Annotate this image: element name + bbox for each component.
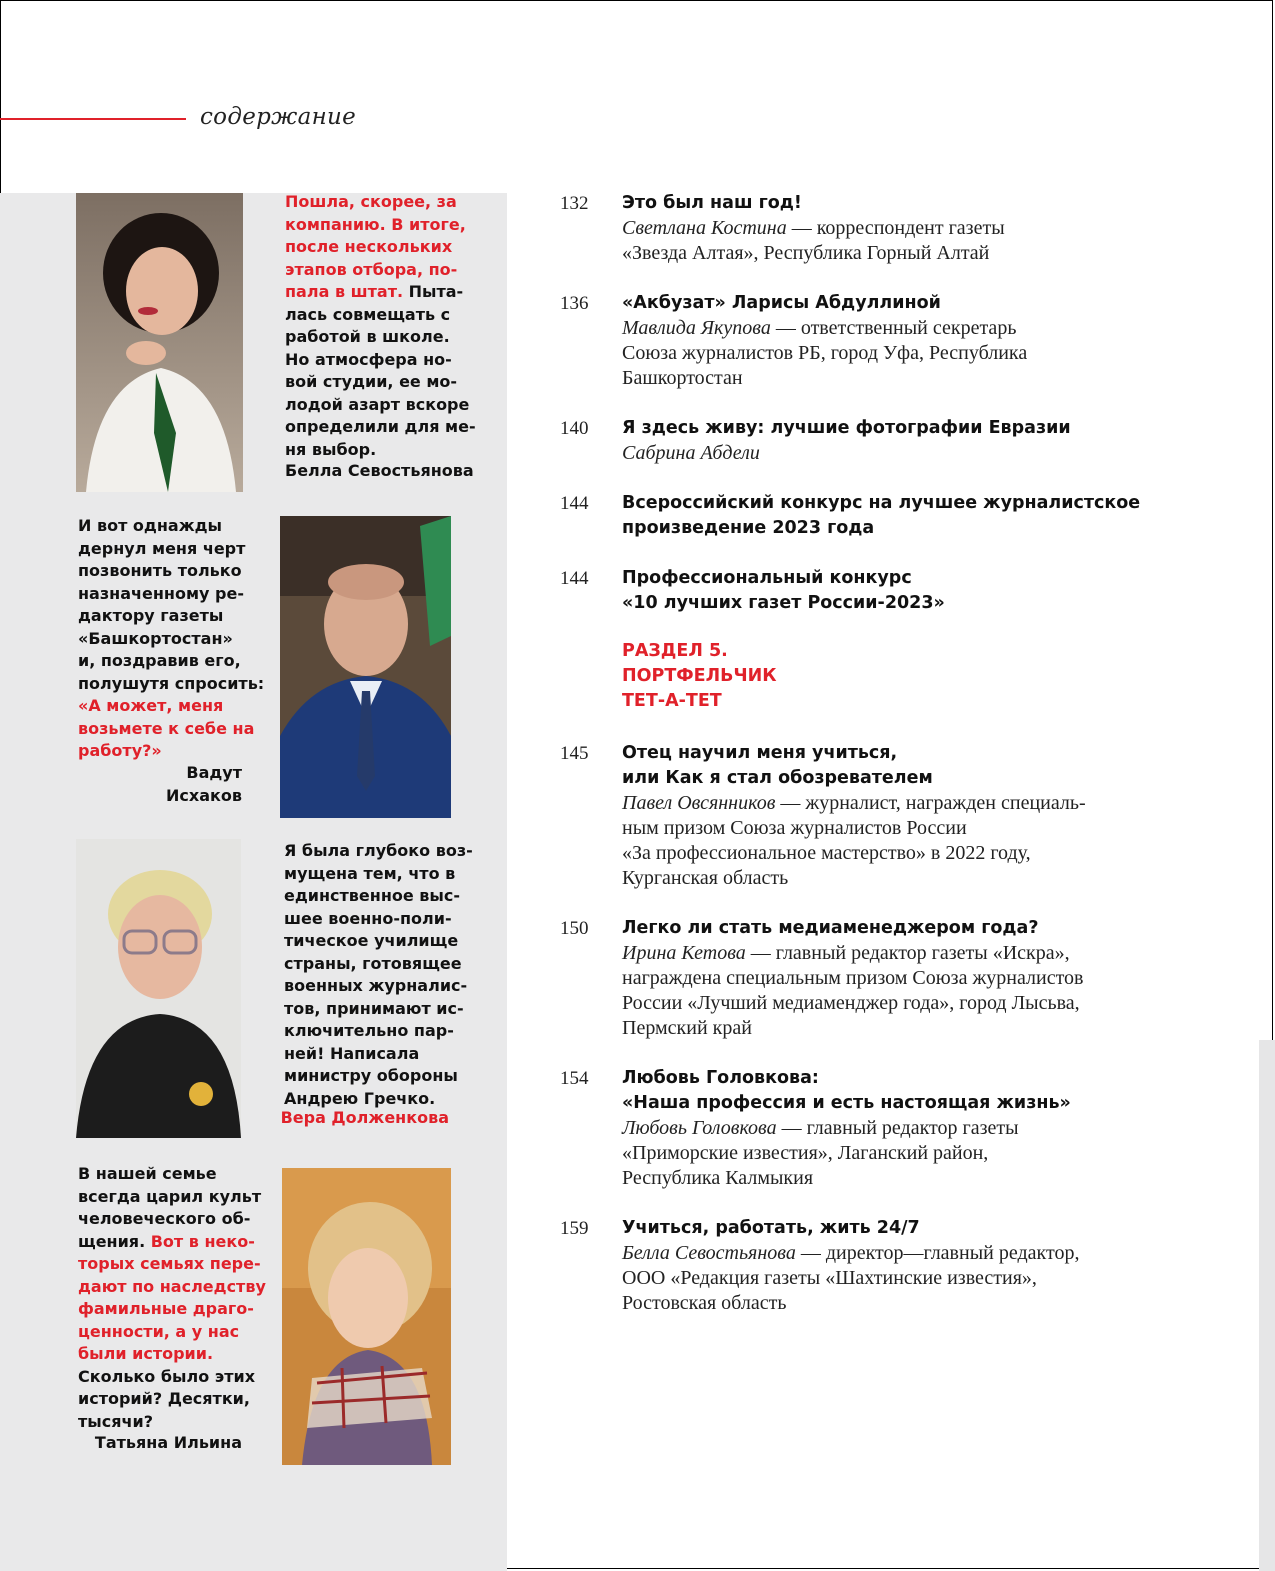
page-edge-strip (1259, 1040, 1275, 1571)
toc-entry-credit: — ответственный секретарь Союза журналистов РБ, город Уфа, Республика Башкортостан (622, 317, 1028, 389)
toc-entry-author: Светлана Костина (622, 217, 787, 239)
quote-dolzhenkova (284, 840, 484, 1110)
toc-entry[interactable] (560, 566, 1250, 616)
portrait-photo-sevostyanova (76, 193, 243, 492)
toc-entry-author: Мавлида Якупова (622, 317, 771, 339)
toc-page-number: 150 (560, 918, 589, 939)
toc-entry[interactable] (560, 1066, 1250, 1191)
portrait-photo-ilyina (282, 1168, 451, 1465)
toc-entry[interactable] (560, 191, 1250, 266)
quote-iskhakov (78, 515, 268, 763)
quote-text: В нашей семье всегда царил культ человеческого об- щения. (78, 1164, 262, 1251)
quote-text: Я была глубоко воз- мущена тем, что в единственное выс- шее военно-поли- тическое училище страны, готовящее военных журналис- тов, принимают ис- ключительно пар- ней! Написала министру обороны Андрею Гречко. (284, 841, 473, 1108)
portrait-photo-dolzhenkova (76, 839, 241, 1138)
toc-entry-credit: — директор—главный редактор, ООО «Редакция газеты «Шахтинские известия», Ростовская область (622, 1242, 1080, 1314)
quote-sevostyanova (285, 191, 485, 461)
toc-entry-description (622, 1241, 1250, 1316)
toc-entry-description (622, 316, 1250, 391)
toc-page-number: 144 (560, 493, 589, 514)
toc-entry-author: Павел Овсянников (622, 792, 776, 814)
quote-author: Вадут Исхаков (166, 763, 242, 805)
quote-highlight: Вот в неко- торых семьях пере- дают по наследству фамильные драго- ценности, а у нас были истории. (78, 1231, 266, 1363)
toc-entry-credit: — главный редактор газеты «Приморские известия», Лаганский район, Республика Калмыкия (622, 1117, 1019, 1189)
toc-page-number: 145 (560, 743, 589, 764)
section-heading: РАЗДЕЛ 5. ПОРТФЕЛЬЧИК ТЕТ-А-ТЕТ (622, 641, 777, 711)
toc-entry[interactable] (560, 1216, 1250, 1316)
toc-entry-credit: — главный редактор газеты «Искра», награждена специальным призом Союза журналистов России «Лучший медиаменджер года», город Лысьва, Пермский край (622, 942, 1084, 1039)
toc-entry[interactable] (560, 291, 1250, 391)
toc-entry-author: Белла Севостьянова (622, 1242, 796, 1264)
quote-author: Татьяна Ильина (94, 1433, 242, 1452)
portrait-photo-iskhakov (280, 516, 451, 818)
quote-highlight: «А может, меня возьмете к себе на работу?» (78, 696, 255, 760)
toc-entry-credit: — журналист, награжден специаль- ным призом Союза журналистов России «За профессиональное мастерство» в 2022 году, Курганская область (622, 792, 1086, 889)
toc-entry[interactable] (560, 741, 1250, 891)
section-label: содержание (200, 104, 357, 130)
quote-author: Вера Долженкова (280, 1108, 449, 1127)
toc-entry-author: Сабрина Абдели (622, 442, 760, 464)
toc-entry-author: Ирина Кетова (622, 942, 746, 964)
quote-text: И вот однажды дернул меня черт позвонить только назначенному ре- дактору газеты «Башкортостан» и, поздравив его, полушутя спросить: (78, 516, 265, 693)
toc-entry-title: Это был наш год! (622, 193, 802, 213)
quote-text: Сколько было этих историй? Десятки, тысячи? (78, 1366, 256, 1431)
toc-page-number: 132 (560, 193, 589, 214)
toc-entry-description (622, 791, 1250, 891)
quote-author: Белла Севостьянова (285, 461, 474, 480)
toc-entry-title: Профессиональный конкурс «10 лучших газет России-2023» (622, 568, 945, 613)
toc-entry-description (622, 216, 1250, 266)
toc-entry-title: Я здесь живу: лучшие фотографии Евразии (622, 418, 1071, 438)
toc-entry-title: Учиться, работать, жить 24/7 (622, 1218, 920, 1238)
toc-entry-title: Всероссийский конкурс на лучшее журналистское произведение 2023 года (622, 493, 1141, 538)
toc-page-number: 144 (560, 568, 589, 589)
toc-page-number: 154 (560, 1068, 589, 1089)
toc-entry-description (622, 441, 1250, 466)
toc-page-number: 136 (560, 293, 589, 314)
toc-entry-credit: — корреспондент газеты «Звезда Алтая», Республика Горный Алтай (622, 217, 1005, 264)
toc-entry-title: Легко ли стать медиаменеджером года? (622, 918, 1039, 938)
quote-ilyina (78, 1163, 278, 1433)
quote-text: Пыта- лась совмещать с работой в школе. Но атмосфера но- вой студии, ее мо- лодой азарт вскоре определили для ме- ня выбор. (285, 282, 476, 459)
toc-entry[interactable] (560, 416, 1250, 466)
toc-page-number: 159 (560, 1218, 589, 1239)
toc-entry[interactable] (560, 916, 1250, 1041)
toc-entry-description (622, 1116, 1250, 1191)
header-rule (0, 118, 186, 120)
quote-highlight: Пошла, скорее, за компанию. В итоге, после нескольких этапов отбора, по- пала в штат. (285, 192, 466, 301)
toc-entry-description (622, 941, 1250, 1041)
toc-entry-title: Отец научил меня учиться, или Как я стал обозревателем (622, 743, 933, 788)
toc-entry[interactable] (560, 491, 1250, 541)
toc-page-number: 140 (560, 418, 589, 439)
toc-entry-author: Любовь Головкова (622, 1117, 777, 1139)
toc-entry-title: Любовь Головкова: «Наша профессия и есть настоящая жизнь» (622, 1068, 1071, 1113)
toc-entry-title: «Акбузат» Ларисы Абдуллиной (622, 293, 941, 313)
